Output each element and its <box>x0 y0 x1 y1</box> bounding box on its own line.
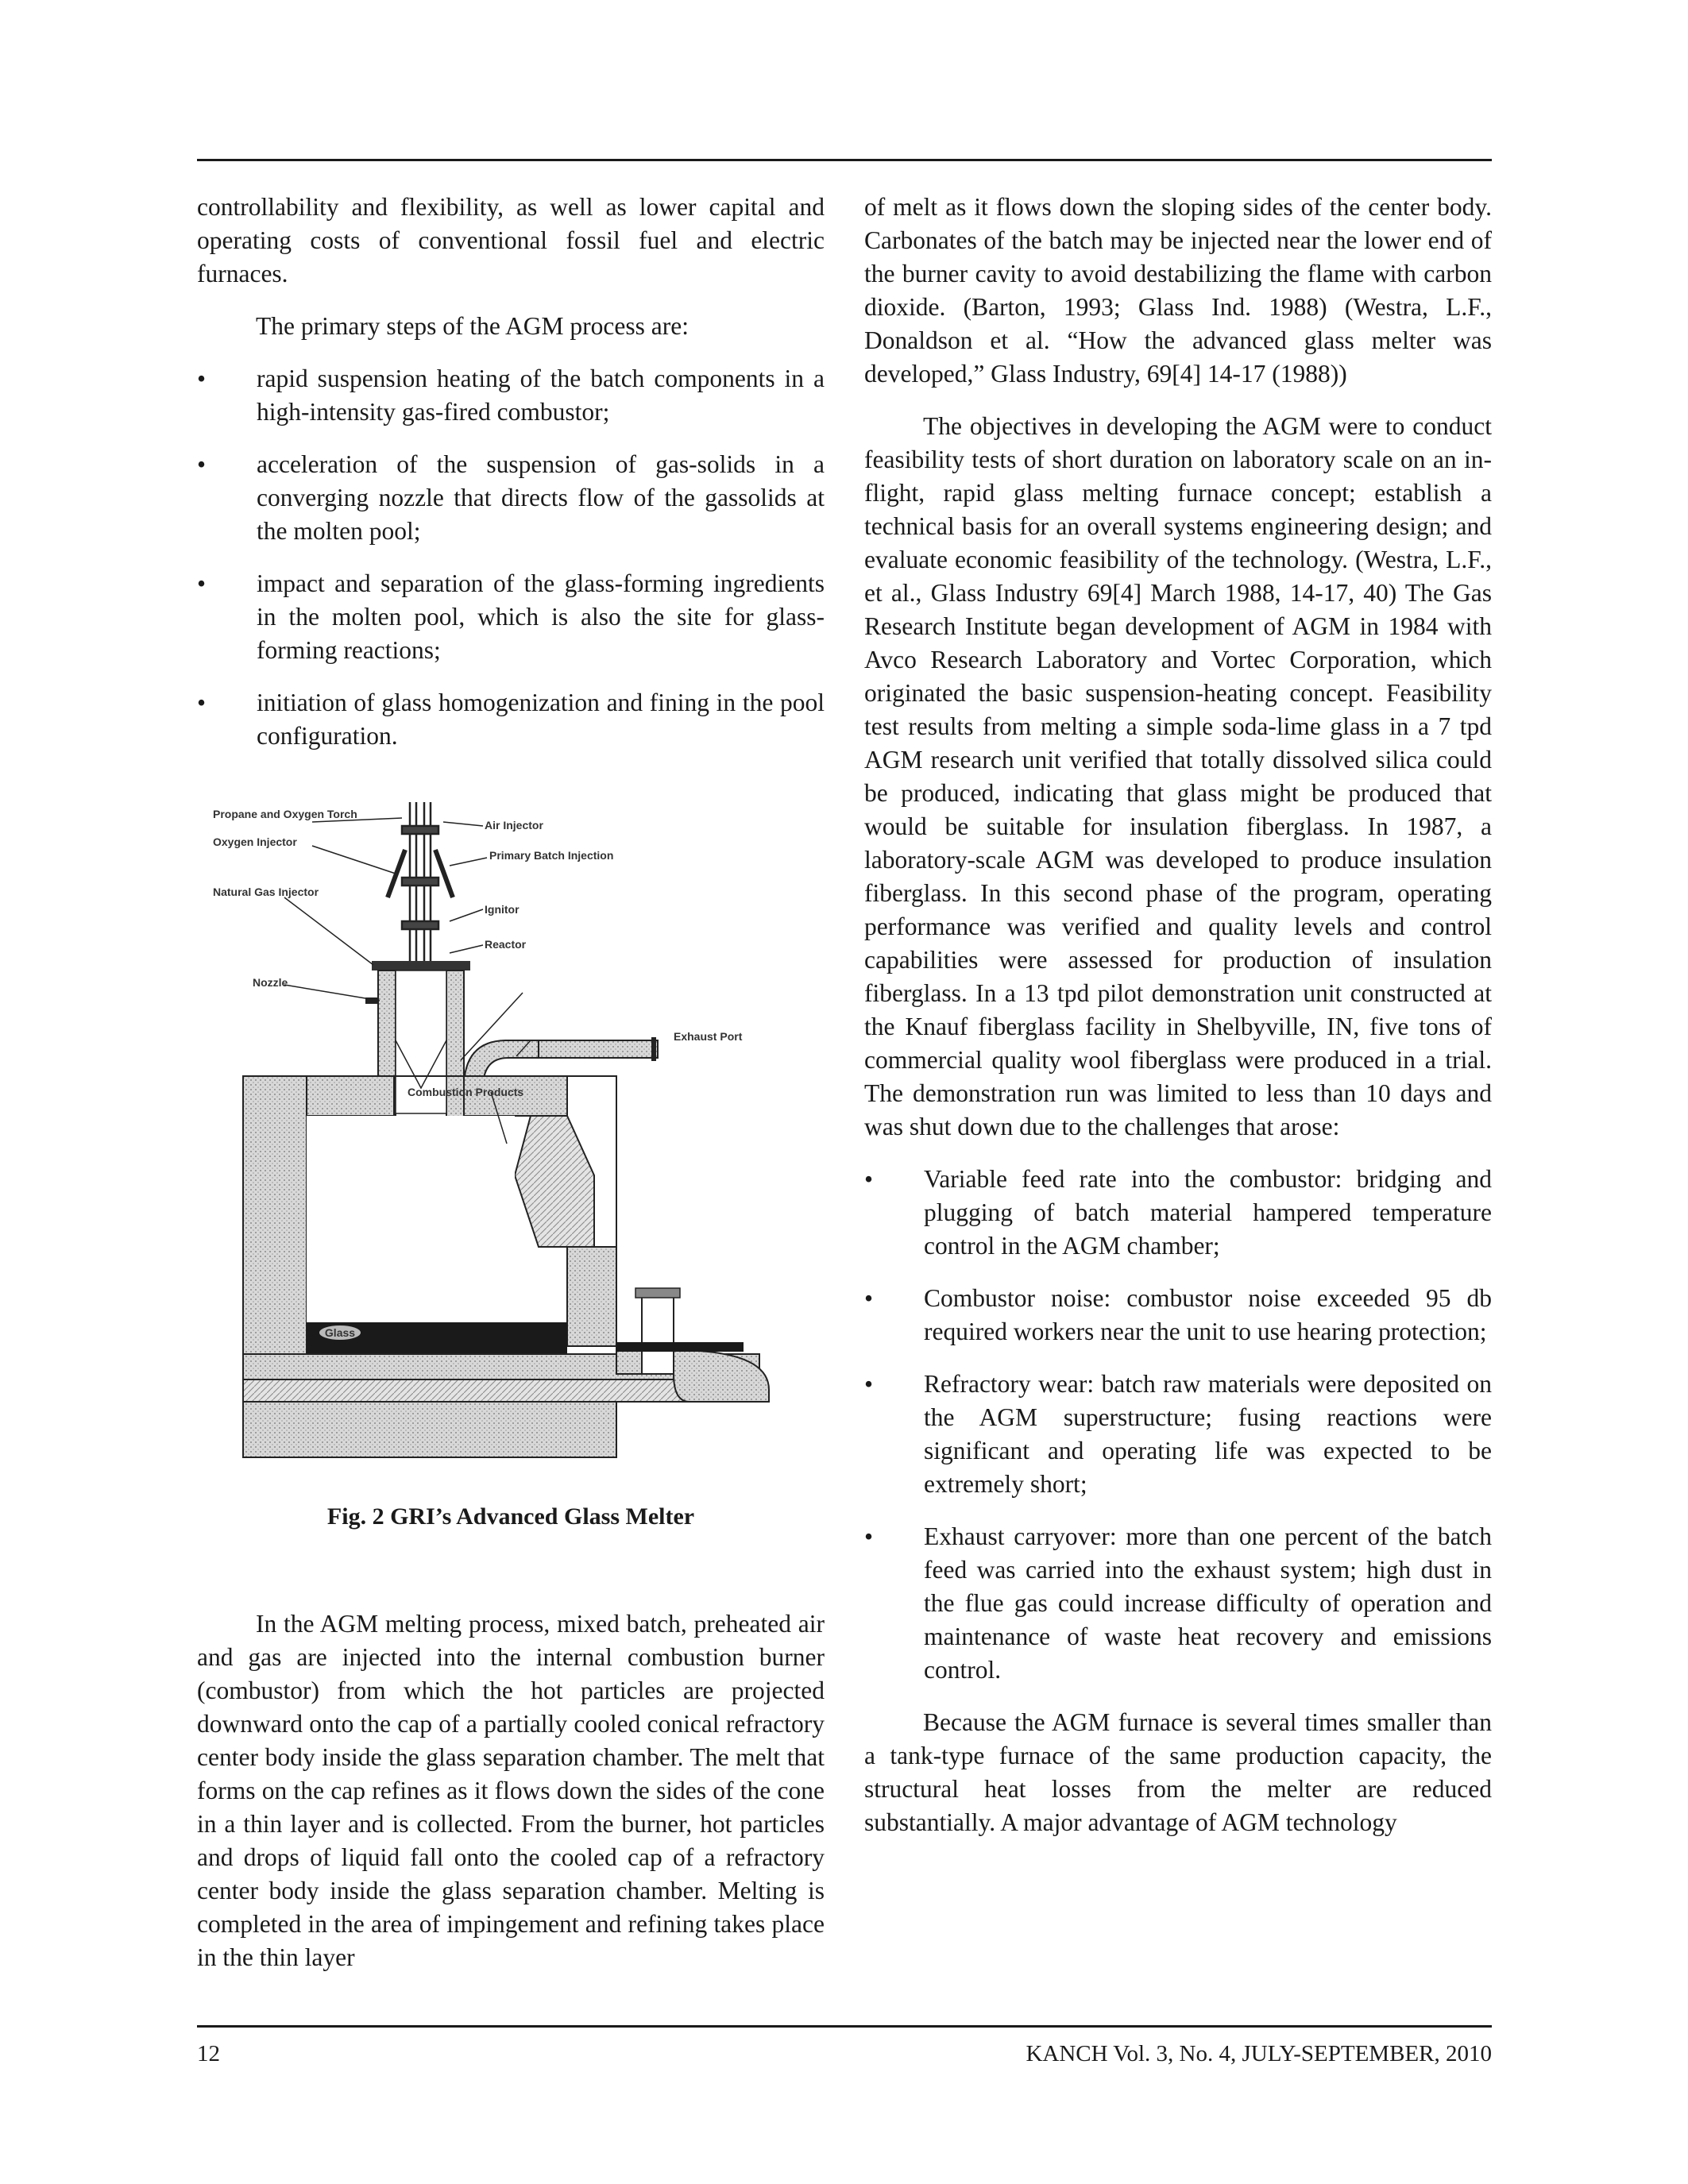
closing-paragraph: Because the AGM furnace is several times smaller than a tank-type furnace of the same production capacity, the structural heat losses from the melter are reduced substantially. A major advantage of AGM technology <box>864 1708 1492 1836</box>
steps-heading: The primary steps of the AGM process are: <box>256 312 689 340</box>
objectives-paragraph: The objectives in developing the AGM were to conduct feasibility tests of short duration on laboratory scale on an in-flight, rapid glass melting furnace concept; establish a technical basis for an overall systems engineering design; and evaluate economic feasibility of the technology. (Westra, L.F., et al., Glass Industry 69[4] March 1988, 14-17, 40) The Gas Research Institute began development of AGM in 1984 with Avco Research Laboratory and Vortec Corporation, which originated the basic suspension-heating concept. Feasibility test results from melting a simple soda-lime glass in a 7 tpd AGM research unit verified that totally dissolved silica could be produced, indicating that glass might be produced that would be suitable for insulation fiberglass. In 1987, a laboratory-scale AGM was developed to produce insulation fiberglass. In this second phase of the program, operating performance was verified and quality levels and control capabilities were assessed for production of insulation fiberglass. In a 13 tpd pilot demonstration unit constructed at the Knauf fiberglass facility in Shelbyville, IN, five tons of commercial quality wool fiberglass were produced in a trial. The demonstration run was limited to less than 10 days and was shut down due to the challenges that arose: <box>864 412 1492 1140</box>
step-text: acceleration of the suspension of gas-solids in a converging nozzle that directs flow of the gassolids at the molten pool; <box>257 450 825 545</box>
journal-citation: KANCH Vol. 3, No. 4, JULY-SEPTEMBER, 2010 <box>1026 2041 1492 2066</box>
label-ignitor: Ignitor <box>485 903 520 916</box>
process-paragraph: In the AGM melting process, mixed batch, preheated air and gas are injected into the internal combustion burner (combustor) from which the hot particles are projected downward onto the cap of a partially cooled conical refractory center body inside the glass separation chamber. The melt that forms on the cap refines as it flows down the sides of the cone in a thin layer and is collected. From the burner, hot particles and drops of liquid fall onto the cooled cap of a refractory center body inside the glass separation chamber. Melting is completed in the area of impingement and refining takes place in the thin layer <box>197 1610 825 1971</box>
list-item <box>864 1163 1492 1263</box>
glass-melter-diagram <box>197 802 825 1493</box>
steps-list <box>197 362 825 753</box>
bullet-icon: • <box>864 1284 874 1312</box>
glass-melter-figure <box>197 802 825 1493</box>
bullet-icon: • <box>864 1522 874 1550</box>
bullet-icon: • <box>197 569 207 597</box>
figure-caption: Fig. 2 GRI’s Advanced Glass Melter <box>326 1503 695 1530</box>
list-item <box>864 1282 1492 1349</box>
page-number: 12 <box>197 2041 220 2066</box>
challenge-text: Refractory wear: batch raw materials were deposited on the AGM superstructure; fusing reactions were significant and operating life was expected to be extremely short; <box>924 1370 1492 1498</box>
bullet-icon: • <box>864 1370 874 1398</box>
list-item <box>197 362 825 429</box>
bullet-icon: • <box>197 450 207 478</box>
label-air-injector: Air Injector <box>485 819 543 832</box>
bullet-icon: • <box>864 1165 874 1193</box>
label-combustion: Combustion Products <box>408 1086 524 1098</box>
label-reactor: Reactor <box>485 938 527 951</box>
label-primary-batch: Primary Batch Injection <box>489 849 614 862</box>
label-exhaust: Exhaust Port <box>674 1030 743 1043</box>
challenge-text: Exhaust carryover: more than one percent of the batch feed was carried into the exhaust system; high dust in the flue gas could increase difficulty of operation and maintenance of waste heat recovery and emissions control. <box>924 1522 1492 1684</box>
list-item <box>197 567 825 667</box>
label-natural-gas: Natural Gas Injector <box>213 886 319 898</box>
label-oxygen-injector: Oxygen Injector <box>213 835 297 848</box>
left-column-bottom <box>197 1607 825 1974</box>
header-rule <box>197 159 1492 161</box>
list-item <box>197 448 825 548</box>
list-item <box>197 686 825 753</box>
label-nozzle: Nozzle <box>253 976 288 989</box>
left-column <box>197 191 825 772</box>
label-glass: Glass <box>324 1326 356 1339</box>
bullet-icon: • <box>197 365 207 392</box>
step-text: rapid suspension heating of the batch components in a high-intensity gas-fired combustor; <box>257 365 825 426</box>
footer-rule <box>197 2025 1492 2028</box>
step-text: initiation of glass homogenization and fining in the pool configuration. <box>257 689 825 750</box>
right-intro-paragraph: of melt as it flows down the sloping sides of the center body. Carbonates of the batch may be injected near the lower end of the burner cavity to avoid destabilizing the flame with carbon dioxide. (Barton, 1993; Glass Ind. 1988) (Westra, L.F., Donaldson et al. “How the advanced glass melter was developed,” Glass Industry, 69[4] 14-17 (1988)) <box>864 193 1492 388</box>
top-flange <box>372 961 470 970</box>
challenges-list <box>864 1163 1492 1687</box>
step-text: impact and separation of the glass-forming ingredients in the molten pool, which is also the site for glass-forming reactions; <box>257 569 825 664</box>
glass-pool <box>307 1322 567 1354</box>
list-item <box>864 1520 1492 1687</box>
challenge-text: Variable feed rate into the combustor: bridging and plugging of batch material hampered temperature control in the AGM chamber; <box>924 1165 1492 1260</box>
label-propane: Propane and Oxygen Torch <box>213 808 357 820</box>
bullet-icon: • <box>197 689 207 716</box>
challenge-text: Combustor noise: combustor noise exceeded 95 db required workers near the unit to use hearing protection; <box>924 1284 1492 1345</box>
left-intro-paragraph: controllability and flexibility, as well as lower capital and operating costs of conventional fossil fuel and electric furnaces. <box>197 193 825 287</box>
injector-tubes <box>388 802 453 961</box>
list-item <box>864 1368 1492 1501</box>
right-column <box>864 191 1492 1858</box>
